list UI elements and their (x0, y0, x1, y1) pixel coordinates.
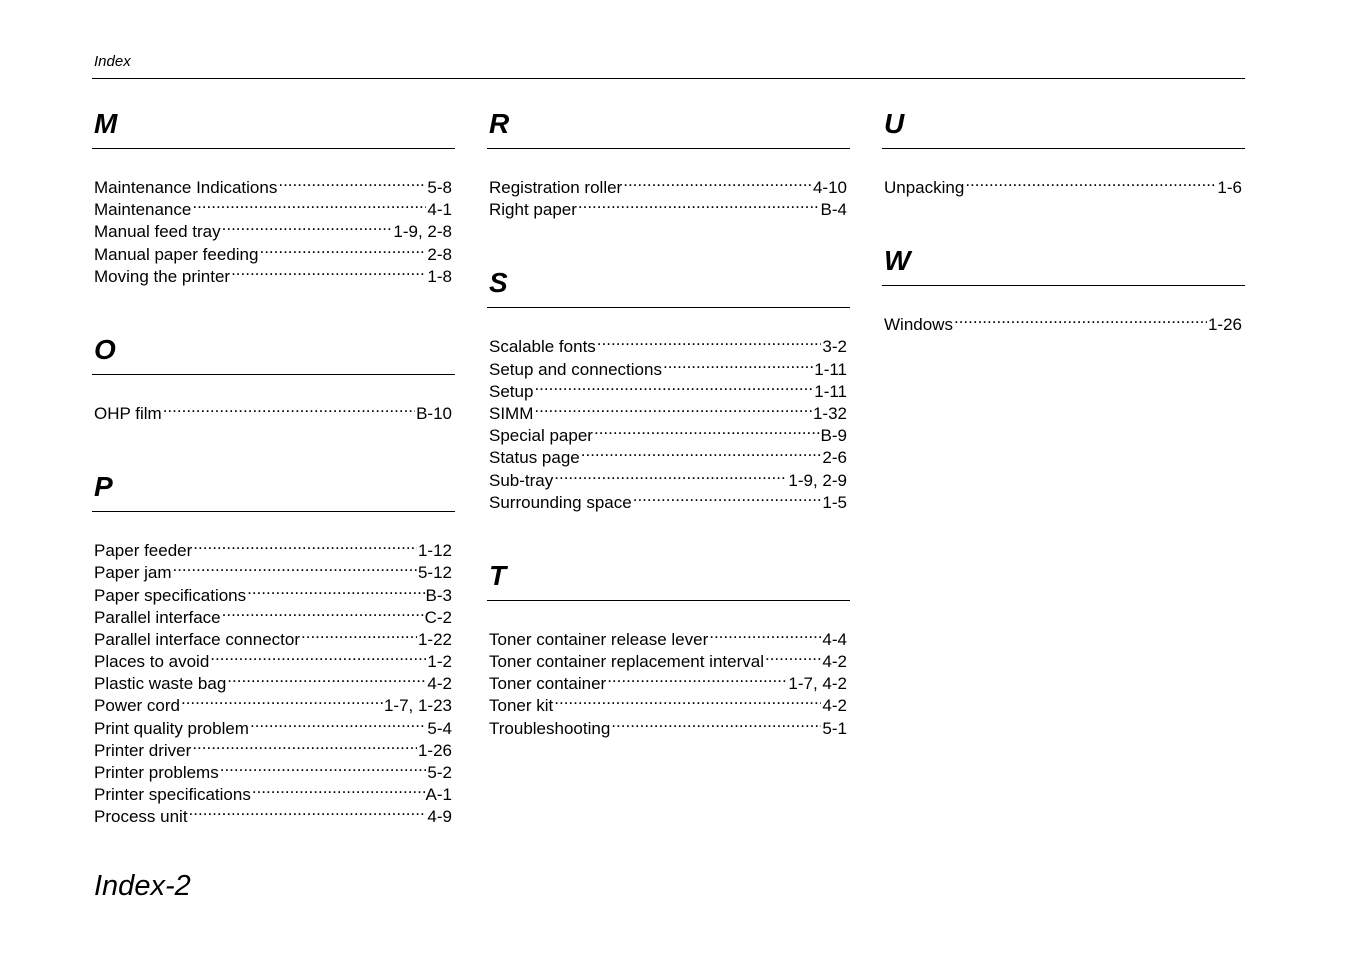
index-page-ref: 1-9, 2-8 (393, 222, 452, 242)
running-header: Index (94, 53, 131, 70)
index-page-ref: 5-2 (427, 763, 452, 782)
section-letter: T (489, 559, 507, 591)
dot-leader (554, 689, 821, 711)
dot-leader (709, 623, 821, 645)
index-term: Printer specifications (94, 785, 251, 805)
dot-leader (259, 238, 426, 260)
dot-leader (193, 534, 417, 556)
index-page-ref: 5-1 (822, 718, 847, 738)
index-page-ref: 3-2 (822, 337, 847, 357)
section-rule (92, 148, 455, 149)
index-term: Manual feed tray (94, 222, 221, 242)
section-rule (487, 307, 850, 308)
index-section (487, 263, 850, 512)
dot-leader (633, 486, 822, 508)
index-page-ref: C-2 (424, 607, 452, 627)
dot-leader (578, 193, 820, 215)
index-page-ref: 1-32 (812, 403, 847, 423)
index-page-ref: 2-8 (427, 244, 452, 264)
index-term: Printer driver (94, 740, 192, 760)
dot-leader (301, 623, 417, 645)
index-column-1 (92, 104, 455, 871)
index-section (882, 104, 1245, 197)
index-entry (487, 397, 850, 423)
index-page-ref: 4-2 (427, 674, 452, 694)
section-letter: R (489, 108, 510, 139)
index-entry (92, 534, 455, 561)
index-page-ref: B-3 (425, 585, 452, 605)
index-term: Unpacking (884, 178, 965, 197)
section-letter: U (884, 108, 905, 139)
dot-leader (220, 756, 427, 778)
section-letter: O (94, 333, 116, 365)
index-term: Parallel interface connector (94, 629, 301, 649)
index-term: Toner container replacement interval (489, 652, 764, 672)
dot-leader (250, 712, 426, 734)
index-term: Parallel interface (94, 607, 221, 627)
index-page-ref: 2-6 (822, 448, 847, 468)
index-page-ref: 1-26 (1207, 315, 1242, 335)
index-entry (487, 171, 850, 197)
index-page-ref: 4-4 (822, 629, 847, 649)
index-page-ref: 1-5 (822, 492, 847, 512)
index-entry (487, 419, 850, 446)
dot-leader (607, 667, 787, 689)
dot-leader (189, 800, 427, 822)
index-term: Maintenance Indications (94, 178, 278, 197)
index-section (92, 104, 455, 286)
index-term: Paper specifications (94, 585, 247, 605)
section-rule (487, 600, 850, 601)
index-term: Setup and connections (489, 359, 662, 379)
dot-leader (222, 215, 393, 237)
section-rule (882, 148, 1245, 149)
dot-leader (181, 689, 383, 711)
dot-leader (192, 193, 426, 215)
dot-leader (227, 667, 426, 689)
index-term: SIMM (489, 403, 534, 423)
section-letter: W (884, 245, 911, 277)
index-term: OHP film (94, 403, 162, 423)
dot-leader (581, 441, 822, 463)
index-term: Process unit (94, 807, 188, 827)
index-term: Special paper (489, 426, 593, 446)
index-page-ref: 1-2 (427, 652, 452, 672)
index-page-ref: 1-22 (417, 629, 452, 649)
index-section (487, 556, 850, 738)
header-rule (92, 78, 1245, 79)
dot-leader (623, 171, 812, 193)
section-letter: S (489, 267, 508, 299)
index-page-ref: 4-9 (427, 807, 452, 827)
index-section (92, 330, 455, 423)
index-page-ref: 4-2 (822, 652, 847, 672)
section-rule (92, 511, 455, 512)
index-term: Right paper (489, 200, 577, 220)
dot-leader (278, 171, 426, 193)
dot-leader (210, 645, 426, 667)
index-entry (487, 330, 850, 357)
index-term: Scalable fonts (489, 337, 596, 357)
index-page-ref: 1-26 (417, 740, 452, 760)
section-rule (487, 148, 850, 149)
index-page-ref: B-4 (820, 200, 847, 220)
index-page-ref: A-1 (425, 785, 452, 805)
index-entry (92, 397, 455, 423)
index-term: Maintenance (94, 200, 192, 220)
index-term: Setup (489, 381, 534, 401)
index-page-ref: 1-11 (814, 359, 847, 379)
dot-leader (172, 556, 416, 578)
index-column-3 (882, 104, 1245, 378)
index-term: Toner container (489, 674, 607, 694)
section-rule (882, 285, 1245, 286)
index-term: Manual paper feeding (94, 244, 259, 264)
index-page-ref: 5-4 (427, 718, 452, 738)
index-page-ref: B-9 (820, 426, 847, 446)
dot-leader (765, 645, 821, 667)
index-page-ref: 4-10 (812, 178, 847, 197)
section-letter: M (94, 108, 118, 139)
dot-leader (534, 397, 812, 419)
index-term: Power cord (94, 696, 180, 716)
index-term: Print quality problem (94, 718, 249, 738)
dot-leader (222, 601, 424, 623)
index-page-ref: 1-9, 2-9 (788, 470, 847, 490)
index-term: Printer problems (94, 763, 219, 782)
index-term: Paper jam (94, 563, 172, 583)
index-term: Paper feeder (94, 541, 193, 561)
dot-leader (663, 353, 813, 375)
dot-leader (611, 712, 821, 734)
index-page-ref: 1-7, 4-2 (788, 674, 847, 694)
dot-leader (594, 419, 820, 441)
dot-leader (965, 171, 1216, 193)
index-page-ref: 1-8 (427, 266, 452, 286)
index-term: Toner kit (489, 696, 554, 716)
index-column-2 (487, 104, 850, 782)
index-page-ref: 5-8 (427, 178, 452, 197)
index-term: Status page (489, 448, 580, 468)
index-section (487, 104, 850, 220)
section-letter: P (94, 471, 113, 503)
dot-leader (163, 397, 415, 419)
dot-leader (597, 330, 822, 352)
section-rule (92, 374, 455, 375)
dot-leader (954, 308, 1207, 330)
dot-leader (247, 579, 424, 601)
index-entry (882, 171, 1245, 197)
index-term: Plastic waste bag (94, 674, 227, 694)
index-entry (487, 375, 850, 401)
index-page-ref: 1-7, 1-23 (383, 696, 452, 716)
index-term: Toner container release lever (489, 629, 709, 649)
index-term: Registration roller (489, 178, 623, 197)
index-page-ref: 1-6 (1217, 178, 1242, 197)
index-page-ref: B-10 (416, 403, 452, 423)
index-entry (487, 623, 850, 649)
index-term: Windows (884, 315, 953, 335)
index-section (882, 241, 1245, 335)
dot-leader (534, 375, 813, 397)
index-section (92, 467, 455, 827)
index-page-ref: 5-12 (417, 563, 452, 583)
page-number: Index-2 (94, 870, 191, 902)
dot-leader (252, 778, 425, 800)
dot-leader (192, 734, 417, 756)
dot-leader (231, 260, 426, 282)
index-term: Sub-tray (489, 470, 554, 490)
index-page-ref: 4-1 (427, 200, 452, 220)
index-page-ref: 1-11 (814, 381, 847, 401)
index-entry (92, 171, 455, 197)
dot-leader (554, 464, 787, 486)
index-entry (882, 308, 1245, 335)
index-page-ref: 4-2 (822, 696, 847, 716)
index-term: Moving the printer (94, 266, 231, 286)
index-term: Surrounding space (489, 492, 632, 512)
index-term: Troubleshooting (489, 718, 611, 738)
index-page-ref: 1-12 (417, 541, 452, 561)
index-term: Places to avoid (94, 652, 210, 672)
